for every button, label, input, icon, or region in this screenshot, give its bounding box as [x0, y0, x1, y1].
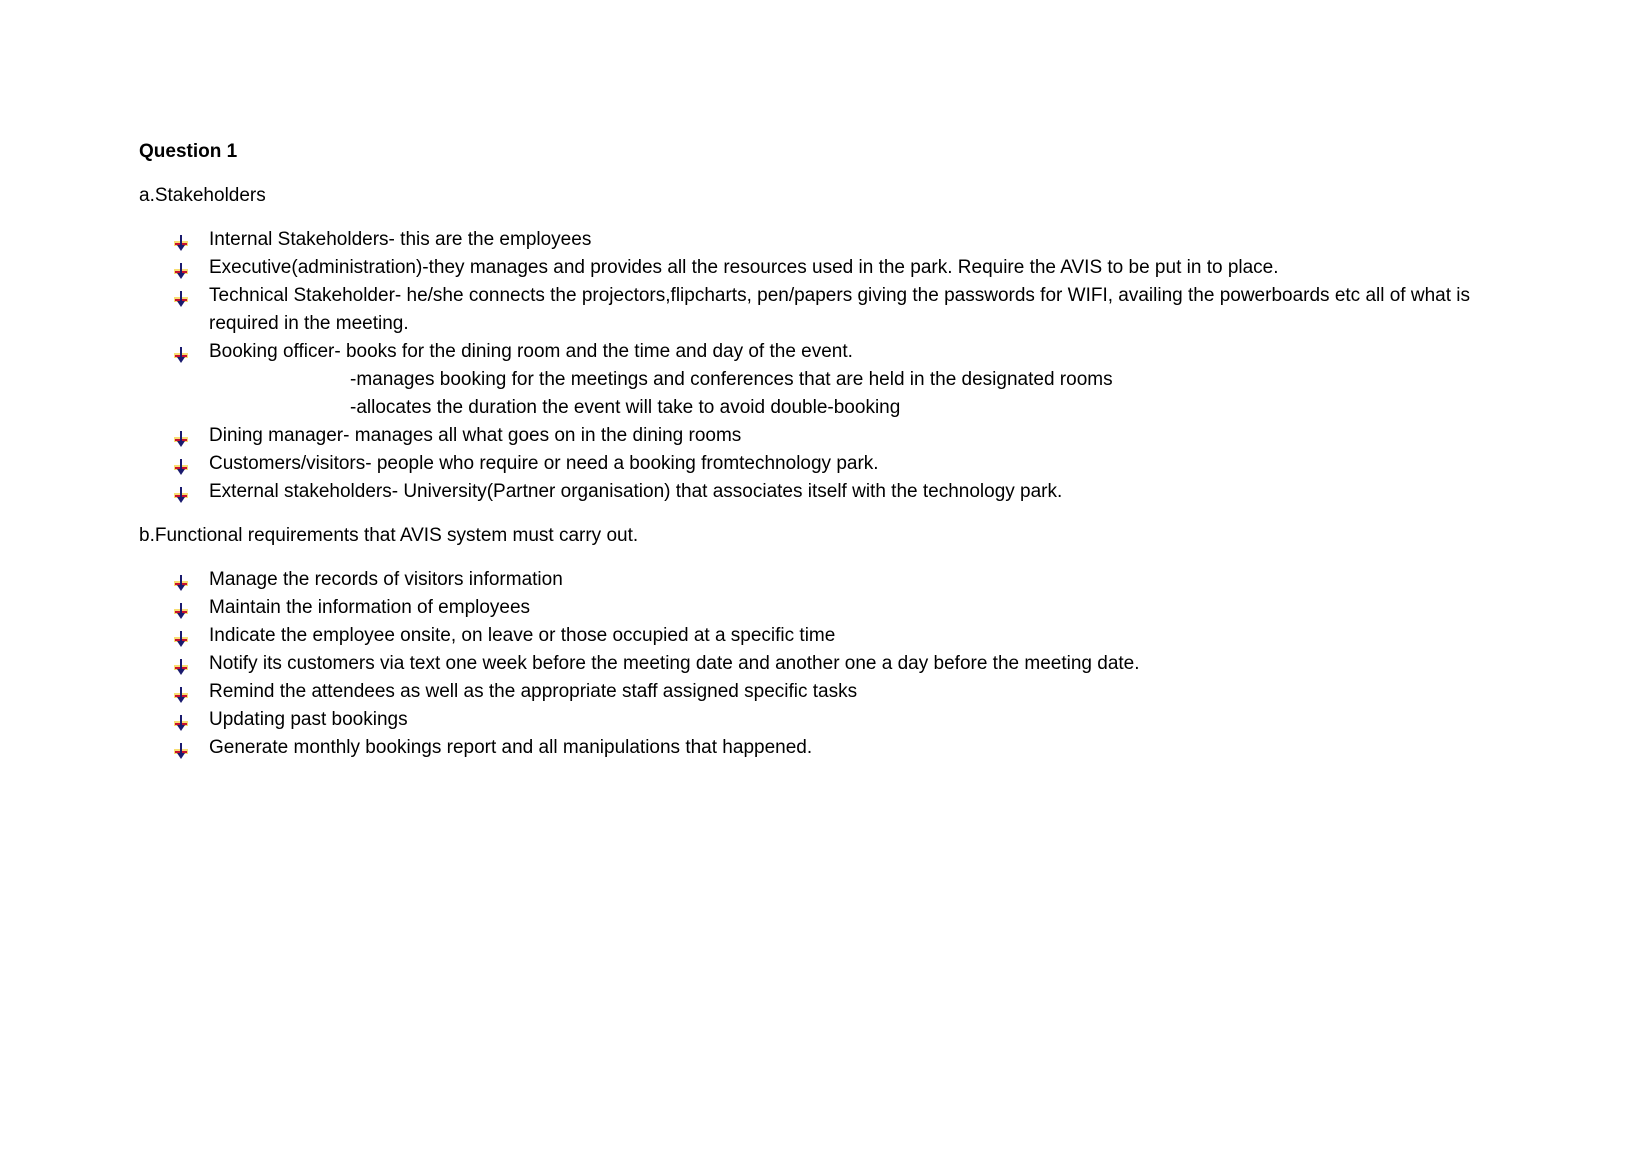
- arrow-down-bullet-icon: [174, 656, 188, 672]
- list-item-text: Manage the records of visitors information: [209, 569, 563, 590]
- arrow-down-bullet-icon: [174, 232, 188, 248]
- list-item: [139, 650, 1519, 678]
- arrow-down-bullet-icon: [174, 572, 188, 588]
- list-item: [139, 594, 1519, 622]
- section-a-title: a.Stakeholders: [139, 185, 266, 206]
- section-b-title: b.Functional requirements that AVIS system must carry out.: [139, 525, 639, 546]
- list-item-text: Maintain the information of employees: [209, 597, 531, 618]
- list-item-text: Generate monthly bookings report and all manipulations that happened.: [209, 737, 813, 758]
- arrow-down-bullet-icon: [174, 740, 188, 756]
- list-item-text: External stakeholders- University(Partner organisation) that associates itself with the technology park.: [209, 481, 1063, 502]
- list-item-text: Technical Stakeholder- he/she connects the projectors,flipcharts, pen/papers giving the passwords for WIFI, availing the powerboards etc all of what is required in the meeting.: [209, 285, 1470, 334]
- list-item: [139, 450, 1519, 478]
- list-item: [139, 706, 1519, 734]
- list-item: [139, 282, 1519, 338]
- list-item: [139, 226, 1519, 254]
- arrow-down-bullet-icon: [174, 288, 188, 304]
- list-item-text: Remind the attendees as well as the appropriate staff assigned specific tasks: [209, 681, 858, 702]
- list-item: [139, 734, 1519, 762]
- list-item: [139, 622, 1519, 650]
- list-item-subline: -manages booking for the meetings and conferences that are held in the designated rooms: [350, 369, 1113, 390]
- list-item-text: Notify its customers via text one week before the meeting date and another one a day before the meeting date.: [209, 653, 1140, 674]
- list-item-text: Executive(administration)-they manages and provides all the resources used in the park. Require the AVIS to be put in to place.: [209, 257, 1279, 278]
- question-heading: Question 1: [139, 141, 238, 162]
- arrow-down-bullet-icon: [174, 456, 188, 472]
- list-item: [139, 478, 1519, 506]
- arrow-down-bullet-icon: [174, 428, 188, 444]
- arrow-down-bullet-icon: [174, 344, 188, 360]
- list-item: [139, 566, 1519, 594]
- arrow-down-bullet-icon: [174, 484, 188, 500]
- arrow-down-bullet-icon: [174, 712, 188, 728]
- functional-requirements-list: [139, 566, 1519, 762]
- list-item-text: Customers/visitors- people who require or need a booking fromtechnology park.: [209, 453, 879, 474]
- list-item-text: Updating past bookings: [209, 709, 408, 730]
- arrow-down-bullet-icon: [174, 628, 188, 644]
- list-item: [139, 678, 1519, 706]
- arrow-down-bullet-icon: [174, 600, 188, 616]
- list-item-subline: -allocates the duration the event will take to avoid double-booking: [350, 397, 901, 418]
- document-content: [139, 138, 1519, 778]
- list-item: [139, 422, 1519, 450]
- list-item-text: Indicate the employee onsite, on leave or those occupied at a specific time: [209, 625, 836, 646]
- arrow-down-bullet-icon: [174, 260, 188, 276]
- arrow-down-bullet-icon: [174, 684, 188, 700]
- list-item: [139, 254, 1519, 282]
- list-item-text: Booking officer- books for the dining room and the time and day of the event.: [209, 341, 853, 362]
- list-item-text: Internal Stakeholders- this are the employees: [209, 229, 592, 250]
- list-item-text: Dining manager- manages all what goes on in the dining rooms: [209, 425, 742, 446]
- stakeholders-list: [139, 226, 1519, 506]
- list-item: [139, 338, 1519, 422]
